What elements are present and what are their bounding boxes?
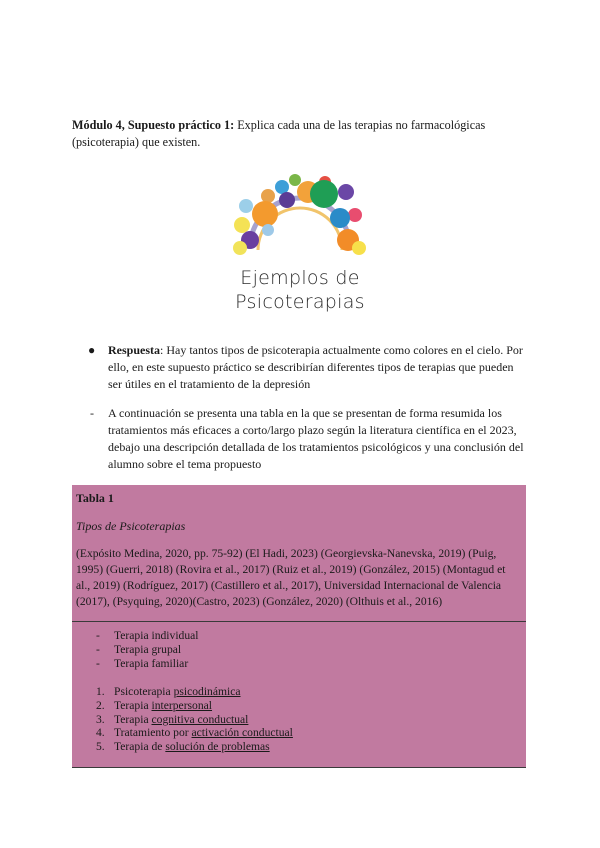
heading-text: Explica cada una de las terapias no farmacológicas (psicoterapia) que existen. [72,118,486,149]
intro-dash: - [90,406,94,420]
logo-title-line2: Psicoterapias [235,291,365,313]
intro-paragraph [88,405,530,473]
answer-body: : Hay tantos tipos de psicoterapia actualmente como colores en el cielo. Por ello, en este supuesto práctico se describirían diferentes tipos de terapias que pueden ser útiles en el tratamiento de la depresión [108,343,523,391]
heading-bold: Módulo 4, Supuesto práctico 1: [72,118,235,132]
answer-text [108,342,530,393]
therapy-link-cognitiva[interactable]: cognitiva conductual [151,712,249,726]
table-subtitle: Tipos de Psicoterapias [76,519,186,533]
table-references: (Expósito Medina, 2020, pp. 75-92) (El Hadi, 2023) (Georgievska-Nanevska, 2019) (Puig, 1995) (Guerri, 2018) (Rovira et al., 2017) (Ruiz et al., 2019) (González, 2015) (Montagud et al., 2019) (Rodríguez, 2017) (Castillero et al., 2017), Universidad Internacional de Valencia (2017), (Psyquing, 2020)(Castro, 2023) (González, 2020) (Olthuis et al., 2016) [76,547,506,608]
answer-label: Respuesta [108,343,161,357]
list-item: - Terapia individual [96,629,199,642]
logo-title [210,266,390,314]
therapy-link-activacion[interactable]: activación conductual [191,726,293,740]
table-label: Tabla 1 [76,491,114,505]
therapy-link-interpersonal[interactable]: interpersonal [151,698,213,712]
list-item: 4. Tratamiento por activación conductual [96,726,293,740]
therapies-list [96,685,293,754]
logo-title-line1: Ejemplos de [240,267,360,289]
answer-bullet [88,342,530,393]
exercise-heading [72,117,532,151]
intro-text: A continuación se presenta una tabla en la que se presentan de forma resumida los tratamientos más eficaces a corto/largo plazo según la literatura científica en el 2023, debajo una descripción detallada de los tratamientos psicológicos y una conclusión del alumno sobre el tema propuesto [108,406,524,471]
list-item: 1. Psicoterapia psicodinámica [96,685,241,698]
list-item: 3. Terapia cognitiva conductual [96,712,249,726]
list-item: - Terapia grupal [96,642,182,656]
therapy-table [72,485,526,768]
therapy-link-solucion[interactable]: solución de problemas [165,740,270,754]
list-item: - Terapia familiar [96,656,189,670]
modalities-list [96,629,199,670]
therapy-link-psicodinamica[interactable]: psicodinámica [173,685,241,698]
list-item: 2. Terapia interpersonal [96,698,213,712]
bullet-dot-icon: ● [88,343,96,357]
list-item: 5. Terapia de solución de problemas [96,740,270,754]
table-header [72,485,526,622]
